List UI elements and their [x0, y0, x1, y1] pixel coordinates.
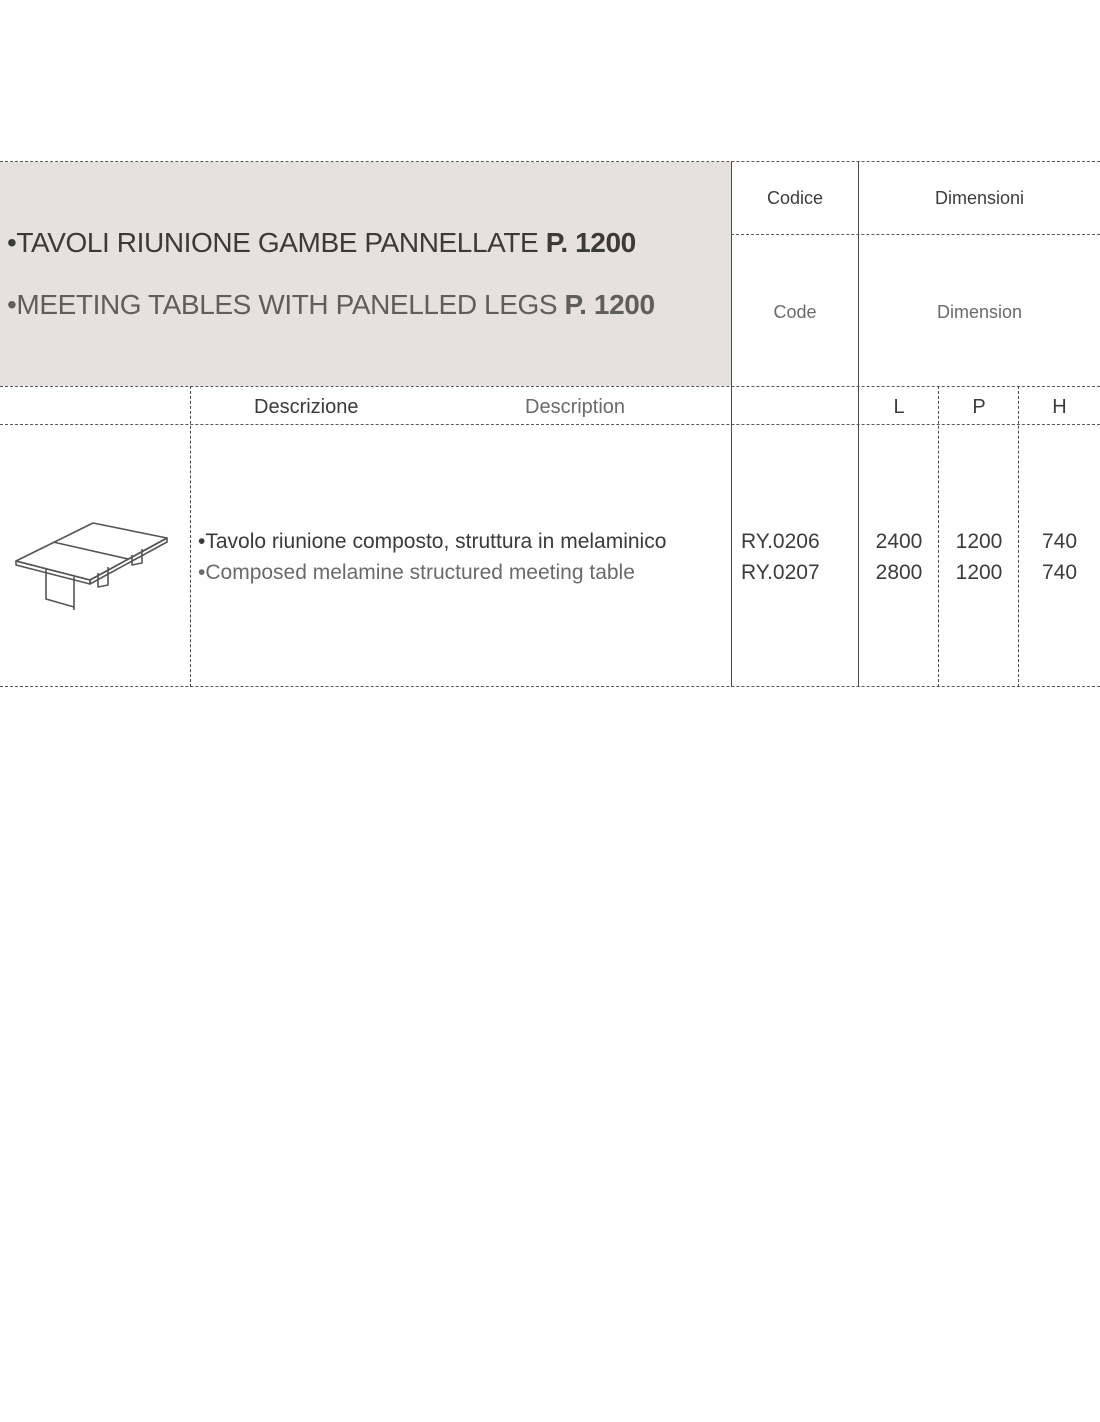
description-header-en: Description — [525, 396, 626, 418]
meeting-table-drawing-icon — [12, 495, 182, 615]
dimension-p-value: 1200 — [955, 561, 1003, 584]
dimension-h-value: 740 — [1041, 561, 1078, 584]
title-english: •MEETING TABLES WITH PANELLED LEGS P. 1200 — [7, 289, 655, 320]
dimension-column-left-rule — [858, 161, 859, 687]
code-header-en: Code — [773, 302, 817, 322]
description-column-left-rule — [190, 386, 191, 687]
product-code: RY.0207 — [741, 561, 820, 584]
code-column-left-rule — [731, 161, 732, 687]
table-top-rule — [0, 161, 1100, 162]
title-italian: •TAVOLI RIUNIONE GAMBE PANNELLATE P. 1200 — [7, 227, 636, 258]
dimensions-header-it: Dimensioni — [934, 188, 1025, 208]
column-header-bottom-rule — [0, 424, 1100, 425]
header-split-rule — [731, 234, 1100, 235]
column-header-top-rule — [0, 386, 1100, 387]
product-description-it: •Tavolo riunione composto, struttura in melaminico — [198, 530, 667, 553]
dimension-h-value: 740 — [1041, 530, 1078, 553]
product-description-en: •Composed melamine structured meeting table — [198, 561, 635, 584]
dimensions-header-en: Dimension — [936, 302, 1023, 322]
code-header-it: Codice — [766, 188, 824, 208]
dimension-l-value: 2400 — [875, 530, 923, 553]
dimension-p-value: 1200 — [955, 530, 1003, 553]
dimension-l-header: L — [893, 396, 905, 418]
title-panel — [0, 162, 731, 386]
table-bottom-rule — [0, 686, 1100, 687]
dimension-l-value: 2800 — [875, 561, 923, 584]
dimension-h-header: H — [1052, 396, 1067, 418]
product-code: RY.0206 — [741, 530, 820, 553]
description-header-it: Descrizione — [254, 396, 359, 418]
dimension-p-header: P — [972, 396, 986, 418]
